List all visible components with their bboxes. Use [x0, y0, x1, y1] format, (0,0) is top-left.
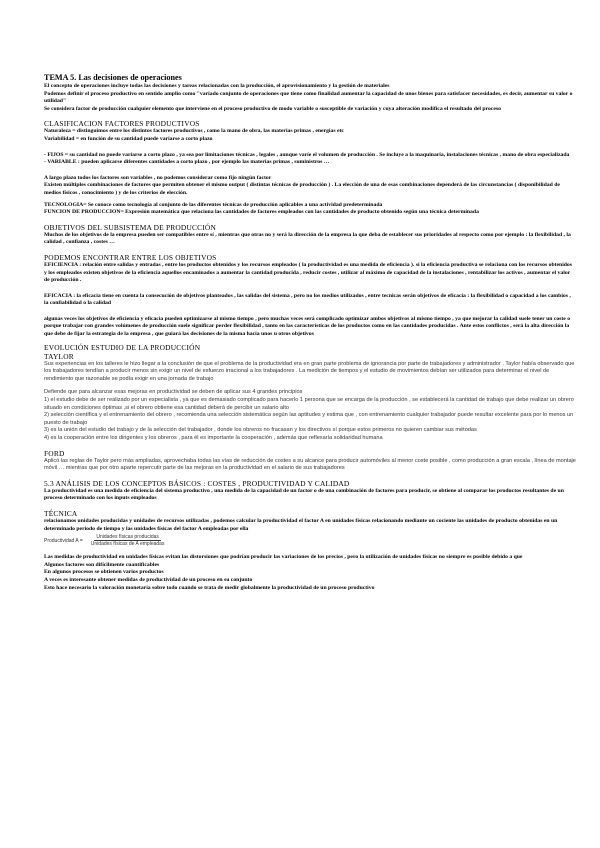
combinaciones-paragraph: Existen múltiples combinaciones de factores que permiten obtener el mismo output ( distintas técnicas de producción ) . La elección de una de esas combinaciones dependerá de las circunstancias ( disponibilidad de medios físicos , conocimiento ) y de los criterios de elección.: [44, 182, 560, 196]
formula-numerator: Unidades físicas producidas: [96, 534, 159, 541]
intro-paragraph-3: Se considera factor de producción cualquier elemento que interviene en el proceso productivo de modo variable o susceptible de variación y cuya alteración modifica el resultado del proceso: [44, 105, 501, 112]
tecnica-note-1: Las medidas de productividad en unidades físicas evitan las distorsiones que podrían producir las variaciones de los precios , pero la utilización de unidades físicas no siempre es posible debido a que: [44, 554, 523, 561]
taylor-paragraph: Sus experiencias en los talleres le hizo llegar a la conclusión de que el problema de la productividad era en gran parte problema de ignorancia por parte de trabajadores y administrador . Taylor había observado que los trabajadores tendían a producir menos sin exigir un nivel de esfuerzo irracional a los trabajadores . La medición de tiempos y el estudio de movimientos debían ser utilizados para determinar el nivel de rendimiento que razonable se podía exigir en una jornada de trabajo: [44, 360, 575, 382]
ford-heading: FORD: [44, 448, 65, 458]
tecnica-paragraph: relacionamos unidades producidas y unidades de recursos utilizadas , podemos calcular la productividad el factor A en unidades físicas relacionando mediante un cociente las unidades de producto obtenidas en un determinado periodo de tiempo y las unidades físicas del factor A empleadas por ella: [44, 517, 558, 532]
funcion-produccion-definition: FUNCION DE PRODUCCION= Expresión matemática que relaciona las cantidades de factores empleados con las cantidades de producto obtenido según una técnica determinada: [44, 209, 479, 216]
evolucion-heading: EVOLUCIÓN ESTUDIO DE LA PRODUCCIÓN: [44, 342, 201, 352]
analisis-heading: 5.3 ANÁLISIS DE LOS CONCEPTOS BÁSICOS : COSTES , PRODUCTIVIDAD Y CALIDAD: [44, 478, 350, 488]
intro-paragraph-2: Podemos definir el proceso productivo en sentido amplio como "variado conjunto de operaciones que tiene como finalidad aumentar la capacidad de unos bienes para satisfacer necesidades, es decir, aumentar su valor o utilidad": [44, 90, 573, 105]
tecnica-note-5: Esto hace necesario la valoración monetaria sobre todo cuando se trata de medir globalmente la productividad de un proceso productivo: [44, 584, 375, 591]
ford-paragraph: Aplicó las reglas de Taylor pero más ampliadas, aprovechaba todas las vías de reducción de costes a su alcance para producir automóviles al menor coste posible , como producción a gran escala , línea de montaje móvil … mientras que por otro aparte repercutir parte de las mejoras en la productividad en el salario de sus trabajadores: [44, 457, 576, 472]
principio-3: 3) es la unión del estudio del trabajo y de la selección del trabajador , donde los obreros no fracasan y los directivos sí porque estos primeros no quieren cambiar sus métodas: [44, 427, 477, 434]
formula-denominator: Unidades físicas de A empleadas: [90, 541, 165, 548]
principio-2: 2) selección científica y el entrenamiento del obrero , recomienda una selección sistemática según las aptitudes y estima que , con entrenamiento cualquier trabajador puede resultar excelente para por lo menos un puesto de trabajo: [44, 412, 574, 426]
tecnica-note-4: A veces es interesante obtener medidas de productividad de un proceso en su conjunto: [44, 576, 253, 583]
intro-paragraph-1: El concepto de operaciones incluye todas las decisiones y tareas relacionadas con la producción, el aprovisionamiento y la gestión de materiales: [44, 83, 390, 89]
encontrar-heading: PODEMOS ENCONTRAR ENTRE LOS OBJETIVOS: [44, 252, 217, 262]
taylor-heading: TAYLOR: [44, 351, 74, 361]
analisis-paragraph: La productividad es una medida de eficiencia del sistema productivo , una medida de la capacidad de un factor o de una combinación de factores para producir, se obtiene al comparar los productos resultantes de un proceso determinado con los inputs empleados: [44, 487, 564, 502]
document-title: TEMA 5. Las decisiones de operaciones: [44, 73, 182, 82]
largo-plazo-line: A largo plazo todos los factores son variables , no podemos considerar como fijo ningún factor: [44, 174, 272, 181]
objetivos-paragraph: Muchos de los objetivos de la empresa pueden ser compatibles entre sí , mientras que otras no y será la dirección de la empresa la que deba de establecer sus prioridades al respecto como por ejemplo : la flexibilidad , la calidad , confianza , costes …: [44, 231, 571, 246]
objetivos-heading: OBJETIVOS DEL SUBSISTEMA DE PRODUCCIÓN: [44, 222, 216, 232]
naturaleza-line: Naturaleza = distinguimos entre los distintos factores productivos , como la mano de obra, las materias primas , energías etc: [44, 128, 344, 135]
eficiencia-paragraph: EFICIENCIA : relación entre salidas y entradas , entre los productos obtenidos y los recursos empleados ( la productividad es una medida de eficiencia ). si la eficiencia productiva se relaciona con los recursos obtenidos y los empleados existen objetivos de la eficiencia aquellos encaminados a aumentar la cantidad producida , reducir costes , utilizar al máximo de capacidad de la instalaciones , rentabilizar los activos , aumentar el valor de producción .: [44, 261, 572, 284]
document-content: [44, 73, 576, 592]
tecnologia-definition: TECNOLOGIA= Se conoce como tecnología al conjunto de las diferentes técnicas de producción aplicables a una actividad predeterminada: [44, 201, 383, 208]
variabilidad-line: Variabilidad = en función de su cantidad puede variarse a corto plazo: [44, 135, 213, 142]
tecnica-note-3: En algunos procesos se obtienen varios productos: [44, 569, 164, 576]
conflicto-paragraph: algunas veces los objetivos de eficiencia y eficacia pueden optimizarse al mismo tiempo , pero muchas veces será complicado optimizar ambos objetivos al mismo tiempo , ya que mejorar la calidad suele tener un coste o porque trabajar con grandes volúmenes de producción suele significar perder flexibilidad , tanto en las características de los productos como en las cantidades producidas . Ante estos conflictos , será la alta dirección la que debe de fijar la estrategia de la empresa , que guiará las decisiones de la misma hacia unos u otros objetivos: [44, 315, 571, 338]
tecnica-heading: TÉCNICA: [44, 508, 78, 518]
principio-4: 4) es la cooperación entre los dirigentes y los obreros , para él es importante la cooperación , además que reflexaría solidaridad humana: [44, 435, 383, 441]
variable-paragraph: - VARIABLE : pueden aplicarse diferentes cantidades a corto plazo , por ejemplo las materias primas , suministros …: [44, 159, 330, 166]
formula-lhs: Productividad A =: [44, 537, 83, 544]
clasificacion-heading: CLASIFICACION FACTORES PRODUCTIVOS: [44, 119, 200, 129]
eficacia-paragraph: EFICACIA : la eficacia tiene en cuenta la consecución de objetivos planteados , las salidas del sistema , pero no los medios utilizados , entre tecnicas serán objetivos de eficacia : la flexibilidad o capacidad a los cambios , la confiabilidad o la calidad: [44, 292, 571, 307]
tecnica-note-2: Algunos factores son difícilmente cuantificables: [44, 561, 160, 568]
principio-1: 1) el estudio debe de ser realizado por un especialista , ya que es demasiado complicado para hacerlo 1 persona que se encarga de la producción , se establecerá la cantidad de trabajo que debe realizar un obrero situado en condiciones óptimas ,si el obrero obtiene esa cantidad deberá de percibir un salario alto: [44, 397, 574, 411]
productividad-formula: [44, 534, 576, 547]
principios-intro: Defiende que para alcanzar esas mejoras en productividad se deben de aplicar sus 4 grandes principios: [44, 389, 303, 396]
fijos-paragraph: - FIJOS = su cantidad no puede variarse a corto plazo , ya sea por limitaciones técnicas , legales , aunque varíe el volumen de producción . Se incluye a la maquinaria, instalaciones técnicas , mano de obra especializada: [44, 151, 570, 158]
formula-fraction: [89, 534, 167, 547]
